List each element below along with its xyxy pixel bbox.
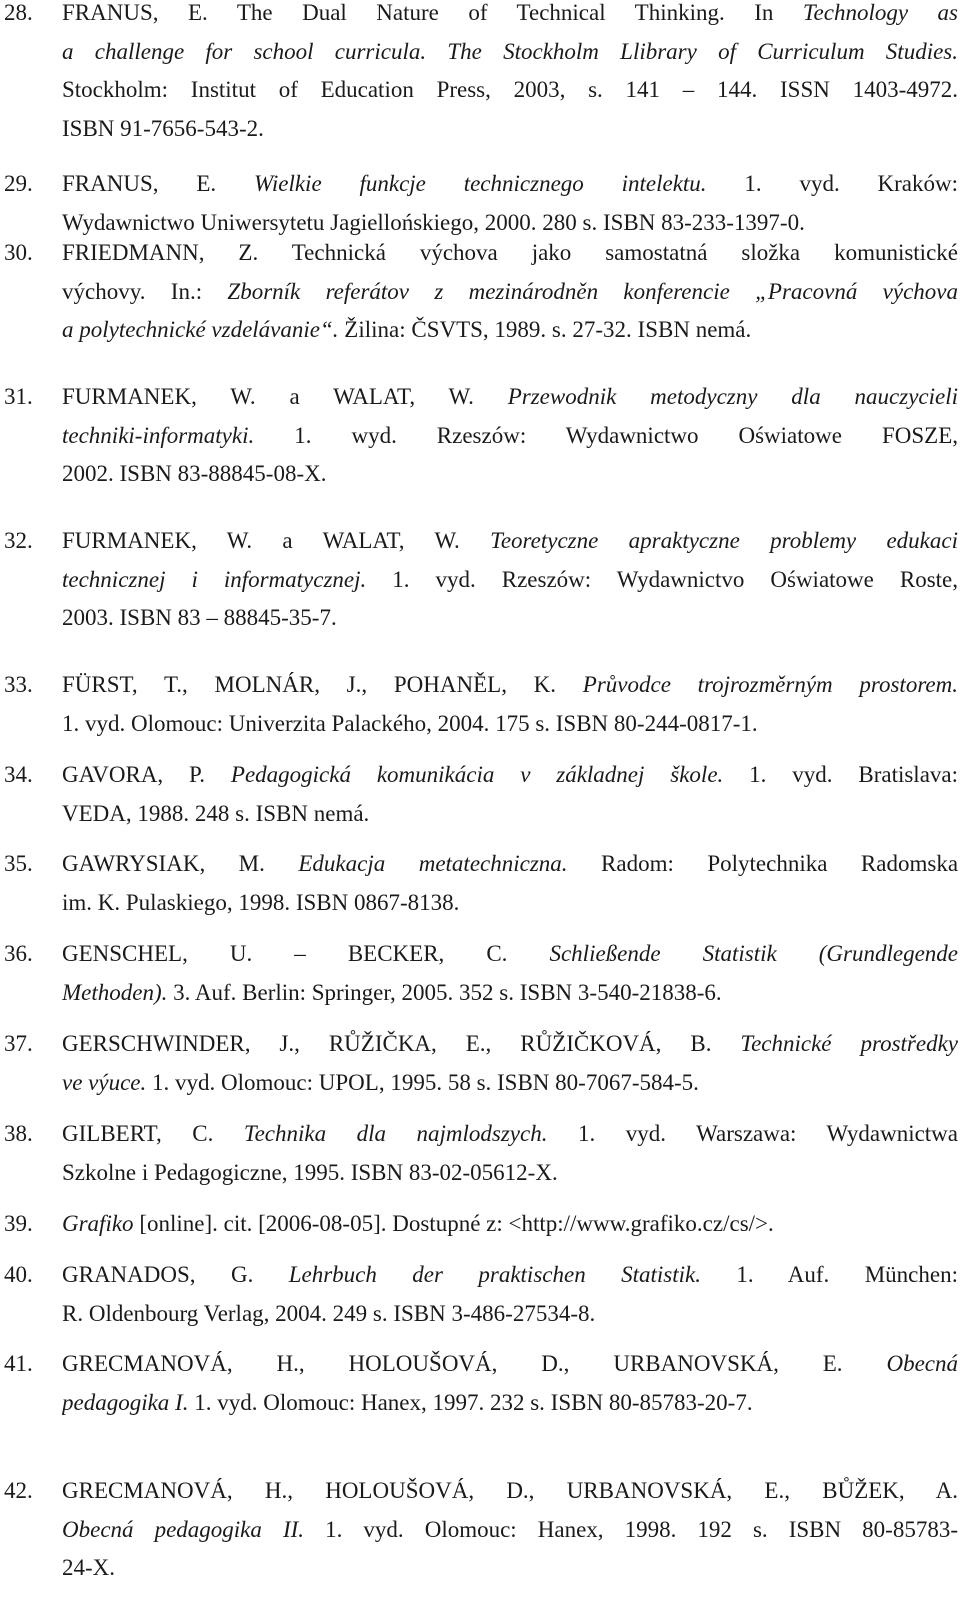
reference-segment: GILBERT, C.: [62, 1121, 244, 1146]
reference-number: 28.: [4, 0, 33, 25]
reference-segment: GRANADOS, G.: [62, 1262, 289, 1287]
reference-text: [62, 756, 958, 833]
reference-line: [62, 599, 958, 638]
reference-number: 31.: [4, 384, 33, 409]
reference-text: [62, 0, 958, 148]
reference-number: 33.: [4, 672, 33, 697]
reference-text: [62, 378, 958, 494]
reference-number: 40.: [4, 1262, 33, 1287]
reference-line: [62, 884, 958, 923]
reference-segment: GRECMANOVÁ, H., HOLOUŠOVÁ, D., URBANOVSKÁ, E., BŮŽEK, A.: [62, 1478, 958, 1503]
reference-text: [62, 1205, 958, 1244]
reference-line: [62, 378, 958, 417]
reference-line: [62, 71, 958, 110]
reference-number: 32.: [4, 528, 33, 553]
reference-segment: GAWRYSIAK, M.: [62, 851, 299, 876]
reference-segment: 24-X.: [62, 1555, 116, 1580]
reference-title-segment: ve výuce.: [62, 1069, 147, 1095]
reference-text: [62, 666, 958, 743]
reference-line: [62, 417, 958, 456]
reference-segment: 1. vyd. Bratislava:: [723, 762, 958, 787]
reference-segment: Stockholm: Institut of Education Press, 2003, s. 141 – 144. ISSN 1403-4972.: [62, 77, 958, 102]
reference-text: [62, 165, 958, 242]
reference-line: [62, 935, 958, 974]
reference-segment: 1. vyd. Warszawa: Wydawnictwa: [547, 1121, 958, 1146]
reference-title-segment: Obecná pedagogika II.: [62, 1516, 305, 1542]
reference-segment: [online]. cit. [2006-08-05]. Dostupné z: <http://www.grafiko.cz/cs/>.: [133, 1211, 774, 1236]
reference-line: [62, 1511, 958, 1550]
reference-title-segment: Schließende Statistik (Grundlegende: [549, 941, 958, 966]
reference-segment: 1. vyd. Olomouc: Univerzita Palackého, 2004. 175 s. ISBN 80-244-0817-1.: [62, 710, 758, 736]
reference-line: [62, 1064, 958, 1103]
reference-title-segment: Technické prostředky: [740, 1031, 958, 1056]
reference-segment: GRECMANOVÁ, H., HOLOUŠOVÁ, D., URBANOVSKÁ, E.: [62, 1351, 887, 1376]
reference-line: [62, 1345, 958, 1384]
reference-line: [62, 522, 958, 561]
reference-segment: FRIEDMANN, Z. Technická výchova jako samostatná složka komunistické: [62, 240, 958, 265]
reference-segment: výchovy. In.:: [62, 278, 228, 304]
reference-line: [62, 705, 958, 744]
reference-title-segment: Pedagogická komunikácia v základnej škole.: [230, 762, 724, 787]
reference-text: [62, 935, 958, 1012]
reference-title-segment: pedagogika I.: [62, 1389, 189, 1415]
reference-number: 35.: [4, 851, 33, 876]
reference-number: 42.: [4, 1478, 33, 1503]
reference-text: [62, 845, 958, 922]
reference-number: 36.: [4, 941, 33, 966]
reference-line: [62, 1256, 958, 1295]
reference-segment: ISBN 91-7656-543-2.: [62, 115, 264, 141]
reference-line: [62, 1384, 958, 1423]
reference-line: [62, 311, 958, 350]
reference-number: 34.: [4, 762, 33, 787]
reference-text: [62, 1345, 958, 1422]
reference-segment: VEDA, 1988. 248 s. ISBN nemá.: [62, 800, 370, 826]
reference-segment: FÜRST, T., MOLNÁR, J., POHANĚL, K.: [62, 672, 583, 697]
reference-segment: 1. vyd. Olomouc: UPOL, 1995. 58 s. ISBN 80-7067-584-5.: [146, 1069, 699, 1095]
reference-segment: 2002. ISBN 83-88845-08-X.: [62, 461, 327, 486]
reference-title-segment: technicznej i informatycznej.: [62, 566, 367, 592]
reference-title-segment: Obecná: [886, 1351, 958, 1376]
reference-line: [62, 1472, 958, 1511]
reference-line: [62, 666, 958, 705]
reference-number: 37.: [4, 1031, 33, 1056]
reference-segment: 1. wyd. Rzeszów: Wydawnictwo Oświatowe FOSZE,: [254, 422, 958, 448]
reference-line: [62, 234, 958, 273]
reference-segment: Wydawnictwo Uniwersytetu Jagiellońskiego, 2000. 280 s. ISBN 83-233-1397-0.: [62, 209, 805, 235]
reference-segment: Žilina: ČSVTS, 1989. s. 27-32. ISBN nemá.: [338, 317, 752, 342]
reference-title-segment: Technology as: [802, 0, 958, 25]
reference-title-segment: Methoden).: [62, 979, 168, 1005]
reference-line: [62, 756, 958, 795]
reference-title-segment: techniki-informatyki.: [62, 422, 255, 448]
reference-number: 39.: [4, 1211, 33, 1236]
reference-title-segment: Zborník referátov z mezinárodněn konferencie „Pracovná výchova: [227, 278, 958, 304]
reference-title-segment: Průvodce trojrozměrným prostorem.: [582, 672, 958, 697]
reference-title-segment: Teoretyczne apraktyczne problemy edukaci: [490, 528, 958, 553]
reference-title-segment: Grafiko: [62, 1211, 134, 1236]
reference-line: [62, 0, 958, 33]
reference-segment: R. Oldenbourg Verlag, 2004. 249 s. ISBN 3-486-27534-8.: [62, 1300, 596, 1326]
reference-number: 30.: [4, 240, 33, 265]
reference-line: [62, 33, 958, 72]
reference-title-segment: a polytechnické vzdelávanie“.: [62, 317, 339, 342]
reference-segment: GERSCHWINDER, J., RŮŽIČKA, E., RŮŽIČKOVÁ, B.: [62, 1031, 741, 1056]
reference-text: [62, 234, 958, 350]
reference-title-segment: a challenge for school curricula. The Stockholm Llibrary of Curriculum Studies.: [62, 38, 958, 64]
reference-segment: FURMANEK, W. a WALAT, W.: [62, 528, 491, 553]
reference-number: 38.: [4, 1121, 33, 1146]
reference-segment: FURMANEK, W. a WALAT, W.: [62, 384, 508, 409]
reference-text: [62, 522, 958, 638]
reference-line: [62, 974, 958, 1013]
reference-line: [62, 795, 958, 834]
reference-segment: 3. Auf. Berlin: Springer, 2005. 352 s. ISBN 3-540-21838-6.: [167, 979, 722, 1005]
reference-text: [62, 1115, 958, 1192]
reference-line: [62, 1025, 958, 1064]
reference-line: [62, 1205, 958, 1244]
reference-segment: Radom: Polytechnika Radomska: [567, 851, 958, 876]
reference-text: [62, 1472, 958, 1588]
reference-segment: GAVORA, P.: [62, 762, 231, 787]
reference-line: [62, 455, 958, 494]
reference-title-segment: Przewodnik metodyczny dla nauczycieli: [507, 384, 958, 409]
reference-title-segment: Technika dla najmlodszych.: [243, 1121, 548, 1146]
reference-line: [62, 1115, 958, 1154]
reference-line: [62, 273, 958, 312]
reference-title-segment: Wielkie funkcje technicznego intelektu.: [253, 171, 707, 196]
reference-line: [62, 1154, 958, 1193]
reference-line: [62, 845, 958, 884]
reference-segment: Szkolne i Pedagogiczne, 1995. ISBN 83-02-05612-X.: [62, 1159, 558, 1185]
reference-segment: 1. vyd. Rzeszów: Wydawnictvo Oświatowe Roste,: [366, 566, 958, 592]
reference-line: [62, 1295, 958, 1334]
reference-text: [62, 1256, 958, 1333]
reference-line: [62, 561, 958, 600]
reference-segment: 1. vyd. Olomouc: Hanex, 1998. 192 s. ISBN 80-85783-: [304, 1516, 958, 1542]
reference-segment: im. K. Pulaskiego, 1998. ISBN 0867-8138.: [62, 889, 460, 915]
reference-segment: FRANUS, E. The Dual Nature of Technical Thinking. In: [62, 0, 803, 25]
reference-text: [62, 1025, 958, 1102]
reference-title-segment: Edukacja metatechniczna.: [298, 851, 568, 876]
reference-number: 29.: [4, 171, 33, 196]
reference-line: [62, 110, 958, 149]
reference-segment: 1. Auf. München:: [700, 1262, 958, 1287]
reference-line: [62, 165, 958, 204]
reference-segment: FRANUS, E.: [62, 171, 254, 196]
reference-number: 41.: [4, 1351, 33, 1376]
reference-line: [62, 1549, 958, 1588]
reference-title-segment: Lehrbuch der praktischen Statistik.: [288, 1262, 701, 1287]
reference-segment: 1. vyd. Olomouc: Hanex, 1997. 232 s. ISBN 80-85783-20-7.: [188, 1389, 753, 1415]
reference-segment: 1. vyd. Kraków:: [706, 171, 958, 196]
reference-segment: 2003. ISBN 83 – 88845-35-7.: [62, 605, 337, 630]
reference-segment: GENSCHEL, U. – BECKER, C.: [62, 941, 550, 966]
